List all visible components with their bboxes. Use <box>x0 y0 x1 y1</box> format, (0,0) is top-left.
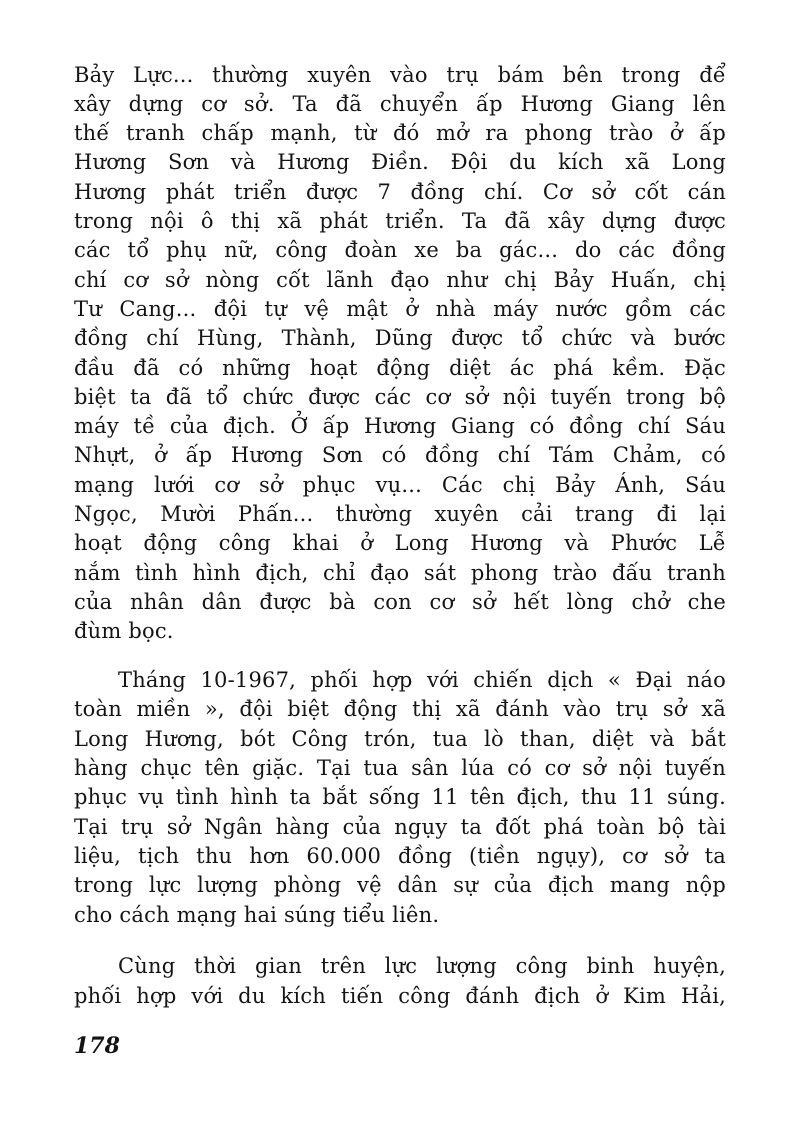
text-line: phục vụ tình hình ta bắt sống 11 tên địch, thu 11 súng. <box>74 785 726 809</box>
text-line: đầu đã có những hoạt động diệt ác phá kềm. Đặc <box>74 356 726 380</box>
text-line: đồng chí Hùng, Thành, Dũng được tổ chức và bước <box>74 326 726 350</box>
text-line: chí cơ sở nòng cốt lãnh đạo như chị Bảy Huấn, chị <box>74 268 726 292</box>
text-line: hoạt động công khai ở Long Hương và Phước Lễ <box>74 531 726 555</box>
text-line: Ngọc, Mười Phấn... thường xuyên cải trang đi lại <box>74 502 726 526</box>
text-line: Tháng 10-1967, phối hợp với chiến dịch « Đại náo <box>118 668 726 692</box>
text-line: toàn miền », đội biệt động thị xã đánh vào trụ sở xã <box>74 697 726 721</box>
text-line: Hương phát triển được 7 đồng chí. Cơ sở cốt cán <box>74 180 726 204</box>
text-line: phối hợp với du kích tiến công đánh địch ở Kim Hải, <box>74 984 726 1008</box>
text-line: xây dựng cơ sở. Ta đã chuyển ấp Hương Giang lên <box>74 92 726 116</box>
text-line: nắm tình hình địch, chỉ đạo sát phong trào đấu tranh <box>74 561 726 585</box>
text-line: máy tề của địch. Ở ấp Hương Giang có đồng chí Sáu <box>74 414 726 438</box>
text-line: biệt ta đã tổ chức được các cơ sở nội tuyến trong bộ <box>74 385 726 409</box>
text-line: đùm bọc. <box>74 619 174 643</box>
text-line: hàng chục tên giặc. Tại tua sân lúa có cơ sở nội tuyến <box>74 756 726 780</box>
text-line: Long Hương, bót Công trón, tua lò than, diệt và bắt <box>74 727 726 751</box>
text-line: của nhân dân được bà con cơ sở hết lòng chở che <box>74 590 726 614</box>
text-line: trong lực lượng phòng vệ dân sự của địch mang nộp <box>74 873 726 897</box>
text-line: thế tranh chấp mạnh, từ đó mở ra phong trào ở ấp <box>74 121 726 145</box>
text-line: Hương Sơn và Hương Điền. Đội du kích xã Long <box>74 150 726 174</box>
text-line: Nhựt, ở ấp Hương Sơn có đồng chí Tám Chảm, có <box>74 443 726 467</box>
text-line: Tư Cang... đội tự vệ mật ở nhà máy nước gồm các <box>74 297 726 321</box>
text-line: liệu, tịch thu hơn 60.000 đồng (tiền ngụy), cơ sở ta <box>74 844 726 868</box>
page-number: 178 <box>74 1033 120 1059</box>
text-line: mạng lưới cơ sở phục vụ... Các chị Bảy Ánh, Sáu <box>74 473 726 497</box>
text-line: Bảy Lực... thường xuyên vào trụ bám bên trong để <box>74 63 726 87</box>
text-line: Tại trụ sở Ngân hàng của ngụy ta đốt phá toàn bộ tài <box>74 815 726 839</box>
text-line: Cùng thời gian trên lực lượng công binh huyện, <box>118 954 726 978</box>
text-line: cho cách mạng hai súng tiểu liên. <box>74 903 440 927</box>
text-line: các tổ phụ nữ, công đoàn xe ba gác... do các đồng <box>74 238 726 262</box>
text-line: trong nội ô thị xã phát triển. Ta đã xây dựng được <box>74 209 726 233</box>
